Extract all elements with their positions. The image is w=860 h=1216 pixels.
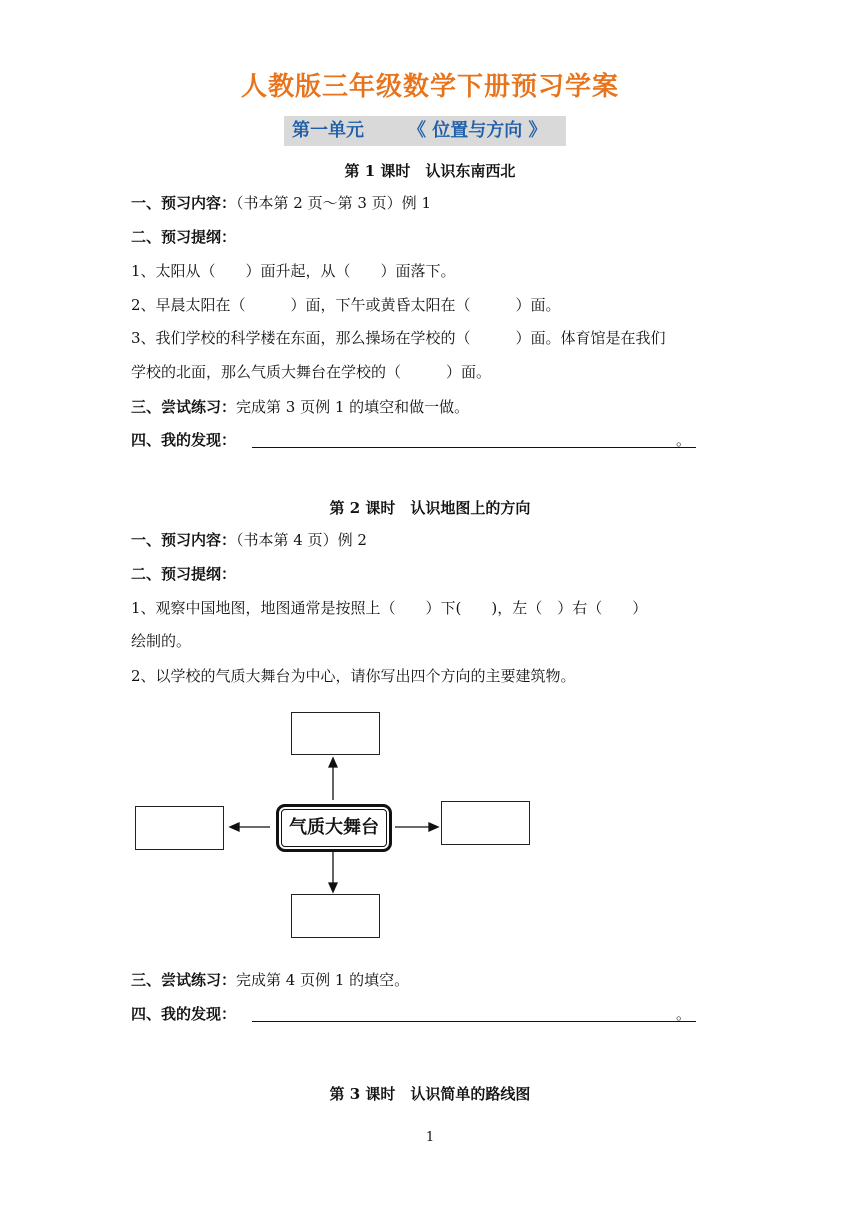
section-label: 三、尝试练习： [131,971,237,989]
section-text: 完成第 4 页例 1 的填空。 [236,971,410,989]
unit-banner [284,116,566,146]
section-text: 完成第 3 页例 1 的填空和做一做。 [236,398,470,416]
unit-label: 第一单元 [292,120,364,141]
section-text: （书本第 4 页）例 2 [236,531,367,549]
west-answer-box[interactable] [135,806,224,850]
lesson-2-question-2: 2、以学校的气质大舞台为中心，请你写出四个方向的主要建筑物。 [131,667,576,685]
lesson-1-question-2: 2、早晨太阳在（ ）面，下午或黄昏太阳在（ ）面。 [131,296,561,314]
lesson-1-heading: 第 1 课时 认识东南西北 [344,162,516,180]
lesson-2-section-3 [131,970,409,990]
lesson-2-question-1-line-1: 1、观察中国地图，地图通常是按照上（ ）下( )，左（ ）右（ ） [131,599,648,617]
lesson-2-heading: 第 2 课时 认识地图上的方向 [329,499,531,517]
section-label: 一、预习内容： [131,194,237,212]
arrow-down-head [329,883,337,892]
lesson-2-section-1 [131,530,367,550]
document-title: 人教版三年级数学下册预习学案 [240,72,619,102]
east-answer-box[interactable] [441,801,530,845]
arrow-left-head [230,823,239,831]
lesson-1-question-1: 1、太阳从（ ）面升起，从（ ）面落下。 [131,262,456,280]
section-label: 一、预习内容： [131,531,237,549]
south-answer-box[interactable] [291,894,380,938]
arrow-right-head [429,823,438,831]
section-text: （书本第 2 页～第 3 页）例 1 [236,194,431,212]
lesson-3-heading: 第 3 课时 认识简单的路线图 [329,1085,531,1103]
north-answer-box[interactable] [291,712,380,755]
lesson-1-section-1 [131,193,431,213]
lesson-1-answer-line[interactable] [252,447,696,448]
arrow-up-head [329,758,337,767]
lesson-1-answer-end: 。 [676,431,692,449]
lesson-1-section-3 [131,397,469,417]
lesson-2-answer-end: 。 [676,1005,692,1023]
lesson-2-answer-line[interactable] [252,1021,696,1022]
section-label: 三、尝试练习： [131,398,237,416]
lesson-1-section-2-label: 二、预习提纲： [131,228,237,246]
lesson-2-question-1-line-2: 绘制的。 [131,632,192,650]
lesson-1-question-3-line-2: 学校的北面，那么气质大舞台在学校的（ ）面。 [131,363,492,381]
unit-name: 《 位置与方向 》 [408,120,547,141]
lesson-2-section-4-label: 四、我的发现： [131,1005,237,1023]
page-number: 1 [425,1130,435,1145]
center-stage-label: 气质大舞台 [276,804,392,852]
lesson-1-question-3-line-1: 3、我们学校的科学楼在东面，那么操场在学校的（ ）面。体育馆是在我们 [131,329,666,347]
lesson-2-section-2-label: 二、预习提纲： [131,565,237,583]
lesson-1-section-4-label: 四、我的发现： [131,431,237,449]
